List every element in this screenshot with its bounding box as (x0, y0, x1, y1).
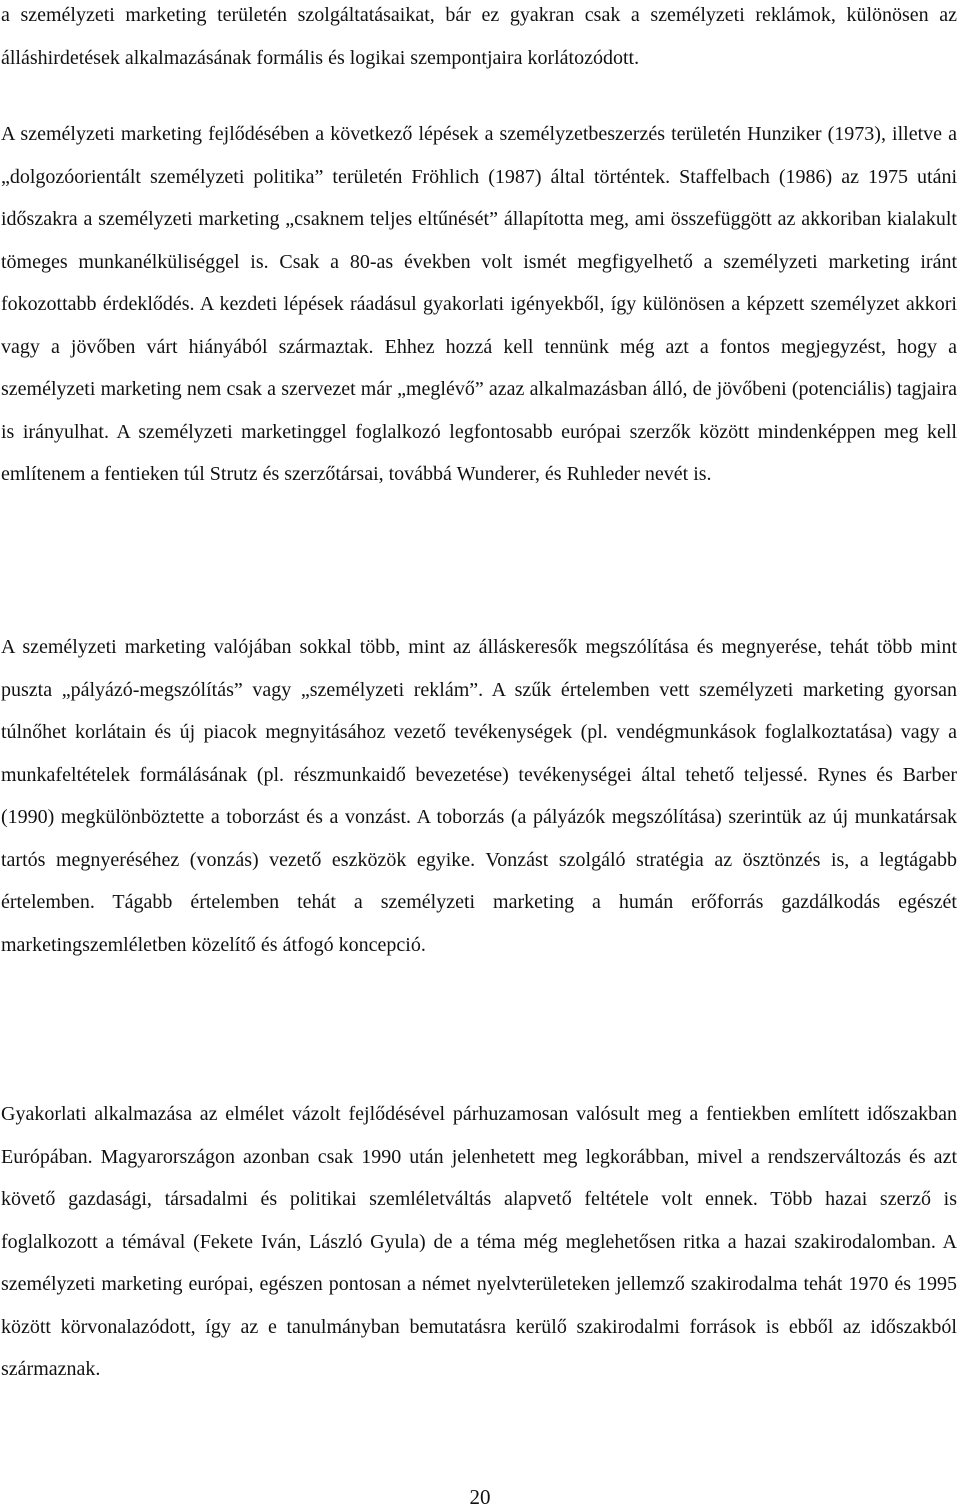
paragraph-history: A személyzeti marketing fejlődésében a következő lépések a személyzetbeszerzés területén Hunziker (1973), illetve a „dolgozóorientált személyzeti politika” területén Fröhlich (1987) által történtek. Staffelbach (1986) az 1975 utáni időszakra a személyzeti marketing „csaknem teljes eltűnését” állapította meg, ami összefüggött az akkoriban kialakult tömeges munkanélküliséggel is. Csak a 80-as években volt ismét megfigyelhető a személyzeti marketing iránt fokozottabb érdeklődés. A kezdeti lépések ráadásul gyakorlati igényekből, így különösen a képzett személyzet akkori vagy a jövőben várt hiányából származtak. Ehhez hozzá kell tennünk még azt a fontos megjegyzést, hogy a személyzeti marketing nem csak a szervezet már „meglévő” azaz alkalmazásban álló, de jövőbeni (potenciális) tagjaira is irányulhat. A személyzeti marketinggel foglalkozó legfontosabb európai szerzők között mindenképpen meg kell említenem a fentieken túl Strutz és szerzőtársai, továbbá Wunderer, és Ruhleder nevét is. (1, 123, 957, 485)
paragraph-definition: A személyzeti marketing valójában sokkal több, mint az álláskeresők megszólítása és megnyerése, tehát több mint puszta „pályázó-megszólítás” vagy „személyzeti reklám”. A szűk értelemben vett személyzeti marketing gyorsan túlnőhet korlátain és új piacok megnyitásához vezető tevékenységek (pl. vendégmunkások foglalkoztatása) vagy a munkafeltételek formálásának (pl. részmunkaidő bevezetése) tevékenységei által tehető teljessé. Rynes és Barber (1990) megkülönböztette a toborzást és a vonzást. A toborzás (a pályázók megszólítása) szerintük az új munkatársak tartós megnyeréséhez (vonzás) vezető eszközök egyike. Vonzást szolgáló stratégia az ösztönzés is, a legtágabb értelemben. Tágabb értelemben tehát a személyzeti marketing a humán erőforrás gazdálkodás egészét marketingszemléletben közelítő és átfogó koncepció. (1, 636, 957, 956)
paragraph-continuation: a személyzeti marketing területén szolgáltatásaikat, bár ez gyakran csak a személyzeti reklámok, különösen az álláshirdetések alkalmazásának formális és logikai szempontjaira korlátozódott. (1, 4, 957, 69)
page-number: 20 (469, 1485, 491, 1509)
paragraph-application: Gyakorlati alkalmazása az elmélet vázolt fejlődésével párhuzamosan valósult meg a fentiekben említett időszakban Európában. Magyarországon azonban csak 1990 után jelenhetett meg legkorábban, mivel a rendszerváltozás és azt követő gazdasági, társadalmi és politikai szemléletváltás alapvető feltétele volt ennek. Több hazai szerző is foglalkozott a témával (Fekete Iván, László Gyula) de a téma még meglehetősen ritka a hazai szakirodalomban. A személyzeti marketing európai, egészen pontosan a német nyelvterületeken jellemző szakirodalma tehát 1970 és 1995 között körvonalazódott, így az e tanulmányban bemutatásra kerülő szakirodalmi források is ebből az időszakból származnak. (1, 1103, 957, 1380)
